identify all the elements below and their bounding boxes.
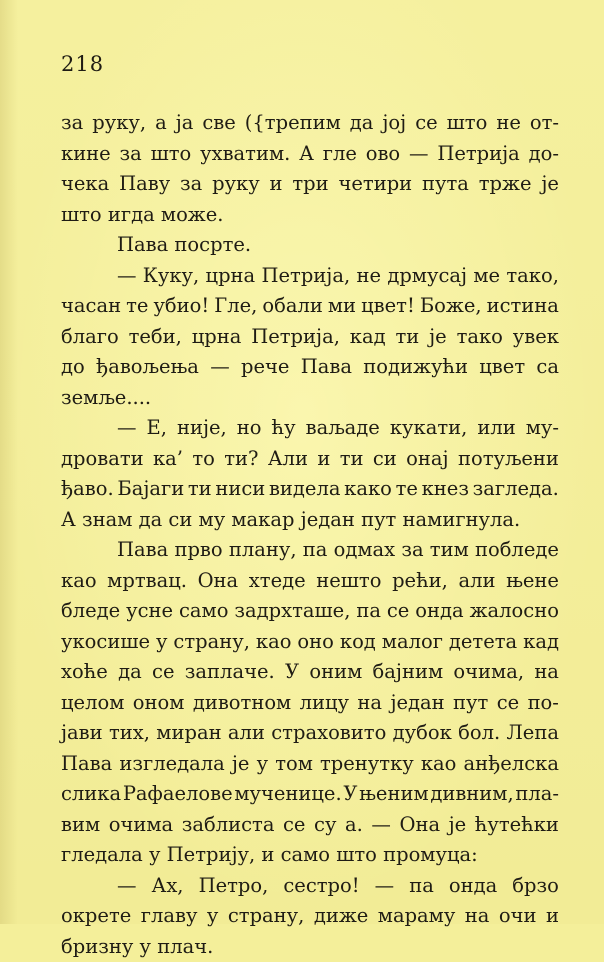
word: тако <box>457 322 503 353</box>
word: до <box>61 352 85 383</box>
word: бол. <box>458 718 500 749</box>
text-line <box>61 596 559 627</box>
word: Пава <box>301 352 352 383</box>
text-line <box>61 169 559 200</box>
word: миран <box>156 718 221 749</box>
word: — <box>117 413 137 444</box>
text-line <box>61 749 559 780</box>
word: не <box>356 261 381 292</box>
word: тренутку <box>320 749 414 780</box>
word: и <box>317 444 330 475</box>
word: те <box>126 291 148 322</box>
text-line <box>61 230 559 261</box>
word: је <box>232 749 250 780</box>
word: бледе <box>61 596 120 627</box>
text-line <box>61 932 559 962</box>
line-text: што игда може. <box>61 200 223 231</box>
word: пла- <box>515 779 559 810</box>
word: ваљаде <box>306 413 380 444</box>
word: дрмусај <box>387 261 467 292</box>
text-line <box>61 139 559 170</box>
word: јави <box>61 718 103 749</box>
word: је <box>449 810 467 841</box>
word: кад <box>350 322 386 353</box>
page-edge-shadow <box>0 0 18 924</box>
word: Лепа <box>507 718 559 749</box>
word: ћутећки <box>475 810 559 841</box>
word: су <box>314 810 336 841</box>
line-text: бризну у плач. <box>61 932 213 962</box>
word: ухватим. <box>200 139 290 170</box>
word: само <box>179 596 228 627</box>
text-line <box>61 413 559 444</box>
word: главу <box>141 901 198 932</box>
word: Петрија, <box>261 261 350 292</box>
word: а <box>155 108 167 139</box>
word: страховито <box>271 718 386 749</box>
text-line <box>61 535 559 566</box>
word: на <box>357 688 382 719</box>
word: тих, <box>109 718 150 749</box>
word: оним <box>309 657 362 688</box>
word: пута <box>422 169 469 200</box>
word: — <box>375 871 395 902</box>
word: ка’ <box>153 444 183 475</box>
word: — <box>409 139 429 170</box>
line-text: А знам да си му макар један пут намигнула. <box>61 505 520 536</box>
word: за <box>120 139 142 170</box>
word: се <box>152 657 174 688</box>
word: Боже, <box>420 291 482 322</box>
word: дивотном <box>193 688 291 719</box>
line-text: земље.... <box>61 383 151 414</box>
word: брзо <box>512 871 559 902</box>
word: задрхташе, <box>234 596 350 627</box>
word: рече <box>241 352 289 383</box>
word: цвет <box>479 352 525 383</box>
word: мараму <box>378 901 456 932</box>
word: Ах, <box>152 871 184 902</box>
word: том <box>275 749 313 780</box>
text-line <box>61 505 559 536</box>
word: у <box>257 749 268 780</box>
word: је <box>429 322 447 353</box>
word: благо <box>61 322 119 353</box>
word: очима <box>109 810 173 841</box>
word: кад <box>523 627 559 658</box>
word: слика <box>61 779 121 810</box>
word: теби, <box>129 322 182 353</box>
word: Она <box>198 566 239 597</box>
word: жалосно <box>470 596 559 627</box>
word: ти <box>340 444 364 475</box>
word: бајним <box>373 657 444 688</box>
word: убио! <box>153 291 209 322</box>
word: ово <box>366 139 400 170</box>
text-line <box>61 627 559 658</box>
word: малог <box>382 627 443 658</box>
text-line <box>61 200 559 231</box>
word: — <box>117 261 137 292</box>
word: прво <box>174 535 222 566</box>
word: код <box>340 627 376 658</box>
word: загледа. <box>473 474 559 505</box>
word: до- <box>529 139 559 170</box>
word: онда <box>415 596 463 627</box>
word: те <box>396 474 418 505</box>
word: се <box>415 108 437 139</box>
word: што <box>447 108 488 139</box>
word: али <box>228 718 265 749</box>
word: ђаво. <box>61 474 114 505</box>
word: рећи, <box>392 566 448 597</box>
word: то <box>192 444 215 475</box>
word: У <box>343 779 357 810</box>
word: потуљени <box>458 444 559 475</box>
word: руку, <box>92 108 146 139</box>
word: Петрија, <box>251 322 340 353</box>
word: заблиста <box>182 810 275 841</box>
word: детета <box>449 627 517 658</box>
word: оном <box>133 688 185 719</box>
page-number: 218 <box>61 52 104 76</box>
word: Куку, <box>143 261 199 292</box>
word: кине <box>61 139 111 170</box>
text-line <box>61 108 559 139</box>
word: диже <box>314 901 368 932</box>
text-line <box>61 871 559 902</box>
word: ћу <box>272 413 296 444</box>
word: страну, <box>228 901 305 932</box>
text-line <box>61 352 559 383</box>
word: Бајаги <box>117 474 184 505</box>
word: изгледала <box>119 749 224 780</box>
word: гле <box>323 139 357 170</box>
word: њене <box>506 566 559 597</box>
word: — <box>117 871 137 902</box>
word: пут <box>453 688 488 719</box>
word: и <box>270 169 283 200</box>
word: усне <box>126 596 173 627</box>
word: чека <box>61 169 109 200</box>
word: хоће <box>61 657 108 688</box>
word: мртвац. <box>107 566 187 597</box>
word: Петрија <box>437 139 520 170</box>
line-text: гледала у Петрију, и само што промуца: <box>61 840 478 871</box>
word: ме <box>473 261 500 292</box>
word: — <box>210 352 230 383</box>
word: па <box>303 535 328 566</box>
word: кукати, <box>390 413 467 444</box>
text-line <box>61 901 559 932</box>
word: кнез <box>422 474 469 505</box>
word: му- <box>526 413 559 444</box>
word: видела <box>269 474 341 505</box>
word: очи <box>499 901 537 932</box>
text-line <box>61 474 559 505</box>
word: за <box>180 169 202 200</box>
text-line <box>61 657 559 688</box>
word: нешто <box>316 566 381 597</box>
word: трже <box>479 169 532 200</box>
word: Рафаелове <box>123 779 233 810</box>
word: цвет! <box>361 291 415 322</box>
word: јој <box>382 108 406 139</box>
text-line <box>61 566 559 597</box>
text-line <box>61 291 559 322</box>
word: вим <box>61 810 100 841</box>
word: три <box>292 169 328 200</box>
word: си <box>373 444 397 475</box>
word: ја <box>176 108 194 139</box>
word: као <box>421 749 457 780</box>
word: а. <box>345 810 363 841</box>
text-line <box>61 383 559 414</box>
word: ђавољења <box>96 352 199 383</box>
word: по- <box>528 688 559 719</box>
word: са <box>536 352 559 383</box>
word: се <box>387 596 409 627</box>
word: хтеде <box>249 566 306 597</box>
word: у <box>156 627 167 658</box>
word: црна <box>192 322 242 353</box>
word: четири <box>338 169 412 200</box>
word: укосише <box>61 627 150 658</box>
word: што <box>151 139 192 170</box>
word: да <box>350 108 374 139</box>
word: дивним, <box>430 779 513 810</box>
word: ми <box>328 291 356 322</box>
word: на <box>534 657 559 688</box>
text-line <box>61 779 559 810</box>
word: као <box>61 566 97 597</box>
word: — <box>371 810 391 841</box>
word: Пава <box>61 749 112 780</box>
word: ти <box>395 322 419 353</box>
word: оно <box>297 627 333 658</box>
word: одмах <box>334 535 396 566</box>
word: лицу <box>300 688 349 719</box>
word: није, <box>177 413 227 444</box>
word: и <box>546 901 559 932</box>
word: дровати <box>61 444 144 475</box>
word: како <box>344 474 392 505</box>
word: онај <box>406 444 448 475</box>
word: за <box>61 108 83 139</box>
word: Пава <box>117 535 168 566</box>
text-line <box>61 322 559 353</box>
text-line <box>61 688 559 719</box>
word: на <box>465 901 490 932</box>
text-line <box>61 840 559 871</box>
word: један <box>390 688 444 719</box>
line-text: Пава посрте. <box>117 230 251 261</box>
word: Али <box>268 444 308 475</box>
word: увек <box>513 322 559 353</box>
word: се <box>497 688 519 719</box>
text-line <box>61 810 559 841</box>
word: ти? <box>224 444 258 475</box>
word: као <box>256 627 292 658</box>
word: плану, <box>229 535 297 566</box>
word: руку <box>212 169 260 200</box>
word: ({трепим <box>245 108 341 139</box>
text-line <box>61 718 559 749</box>
word: сестро! <box>283 871 359 902</box>
word: часан <box>61 291 121 322</box>
word: от- <box>530 108 559 139</box>
word: црна <box>206 261 256 292</box>
word: мученице. <box>234 779 341 810</box>
word: А <box>299 139 314 170</box>
word: дубок <box>393 718 452 749</box>
word: побледе <box>475 535 559 566</box>
word: па <box>409 871 434 902</box>
word: све <box>202 108 235 139</box>
word: ти <box>188 474 212 505</box>
word: окрете <box>61 901 131 932</box>
text-line <box>61 444 559 475</box>
word: не <box>496 108 521 139</box>
word: целом <box>61 688 124 719</box>
text-line <box>61 261 559 292</box>
word: се <box>283 810 305 841</box>
word: тим <box>430 535 469 566</box>
word: Гле, <box>214 291 257 322</box>
body-text <box>61 108 559 962</box>
word: но <box>237 413 262 444</box>
word: али <box>458 566 495 597</box>
word: ниси <box>215 474 265 505</box>
word: за <box>401 535 423 566</box>
word: или <box>477 413 515 444</box>
word: У <box>285 657 299 688</box>
word: заплаче. <box>185 657 275 688</box>
word: Е, <box>147 413 167 444</box>
word: у <box>207 901 218 932</box>
word: њеним <box>359 779 428 810</box>
word: па <box>356 596 381 627</box>
word: истина <box>487 291 559 322</box>
word: Она <box>399 810 440 841</box>
word: Петро, <box>199 871 269 902</box>
word: очима, <box>453 657 524 688</box>
word: тако, <box>506 261 559 292</box>
word: подижући <box>363 352 468 383</box>
word: да <box>118 657 142 688</box>
word: онда <box>449 871 497 902</box>
word: обали <box>262 291 323 322</box>
word: је <box>541 169 559 200</box>
word: страну, <box>173 627 250 658</box>
word: Паву <box>119 169 170 200</box>
word: анђелска <box>464 749 559 780</box>
